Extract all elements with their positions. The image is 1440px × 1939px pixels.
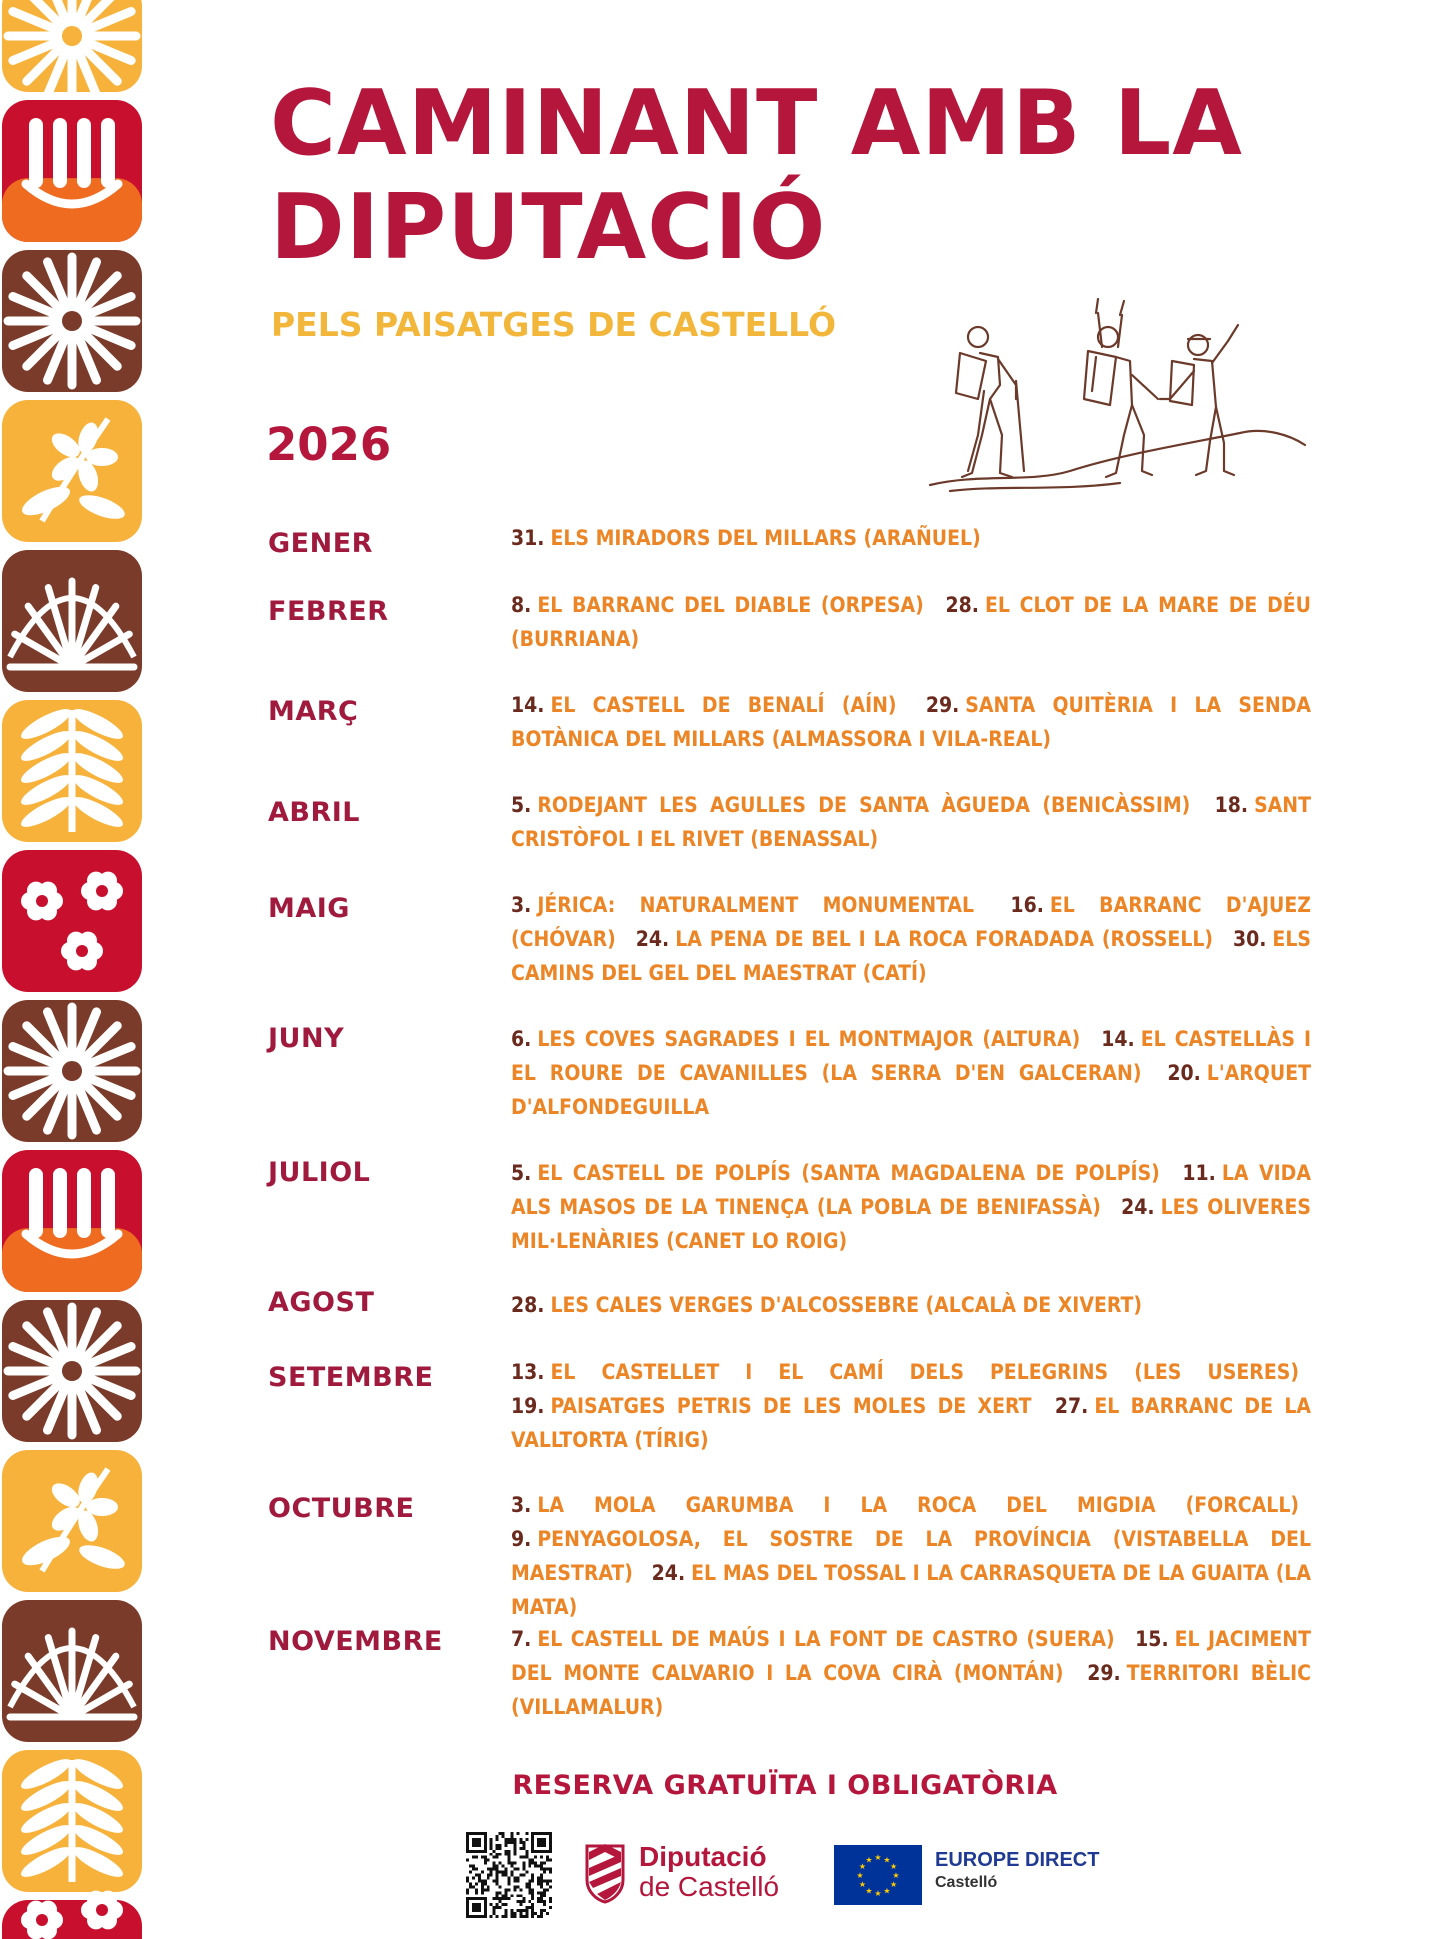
event-day: 16. xyxy=(1010,893,1044,917)
month-events xyxy=(511,1022,1311,1124)
event-day: 13. xyxy=(511,1360,545,1384)
month-label: AGOST xyxy=(268,1287,375,1318)
event-item xyxy=(511,1293,1154,1317)
event-item xyxy=(511,526,993,550)
month-label: ABRIL xyxy=(268,797,361,828)
svg-text:★: ★ xyxy=(865,1886,873,1896)
svg-text:★: ★ xyxy=(890,1862,898,1871)
reservation-notice: RESERVA GRATUÏTA I OBLIGATÒRIA xyxy=(512,1770,1058,1801)
month-events xyxy=(511,688,1311,756)
event-day: 20. xyxy=(1167,1061,1201,1085)
eu-flag-icon xyxy=(834,1845,922,1905)
event-day: 24. xyxy=(635,927,670,951)
month-events xyxy=(511,788,1311,856)
event-day: 8. xyxy=(511,593,532,617)
svg-text:★: ★ xyxy=(856,1871,864,1880)
event-title: L'ARQUET D'ALFONDEGUILLA xyxy=(511,1061,1311,1119)
event-item xyxy=(511,1394,1044,1418)
svg-text:★: ★ xyxy=(890,1880,898,1889)
diputacio-place: de Castelló xyxy=(639,1871,780,1902)
hikers-illustration-icon xyxy=(920,295,1310,495)
month-events xyxy=(511,1288,1311,1322)
event-day: 28. xyxy=(511,1293,545,1317)
event-title: PENYAGOLOSA, EL SOSTRE DE LA PROVÍNCIA (VISTABELLA DEL MAESTRAT) xyxy=(511,1527,1311,1585)
month-events xyxy=(511,1156,1311,1258)
event-item xyxy=(511,793,1202,817)
event-day: 3. xyxy=(511,893,532,917)
month-label: OCTUBRE xyxy=(268,1493,415,1524)
europe-direct-logo-text xyxy=(935,1848,1099,1894)
event-title: EL MAS DEL TOSSAL I LA CARRASQUETA DE LA GUAITA (LA MATA) xyxy=(511,1561,1312,1619)
month-label: SETEMBRE xyxy=(268,1362,434,1393)
event-item xyxy=(636,927,1225,951)
month-events xyxy=(511,521,1311,555)
event-day: 5. xyxy=(511,1161,532,1185)
event-item xyxy=(511,593,936,617)
month-label: MAIG xyxy=(268,893,350,924)
europe-direct-place: Castelló xyxy=(935,1874,998,1891)
event-item xyxy=(511,1627,1127,1651)
event-title: TERRITORI BÈLIC (VILLAMALUR) xyxy=(511,1661,1312,1719)
svg-text:★: ★ xyxy=(874,1853,882,1862)
month-label: MARÇ xyxy=(268,696,359,727)
europe-direct-name: EUROPE DIRECT xyxy=(935,1849,1100,1871)
event-day: 29. xyxy=(925,693,960,717)
event-title: LA VIDA ALS MASOS DE LA TINENÇA (LA POBLA DE BENIFASSÀ) xyxy=(511,1161,1311,1219)
event-item xyxy=(511,893,986,917)
event-day: 11. xyxy=(1182,1161,1216,1185)
svg-text:★: ★ xyxy=(883,1855,891,1865)
event-title: JÉRICA: NATURALMENT MONUMENTAL xyxy=(537,893,975,917)
event-item xyxy=(511,1161,1172,1185)
event-title: ELS CAMINS DEL GEL DEL MAESTRAT (CATÍ) xyxy=(511,927,1311,985)
diputacio-logo-text xyxy=(639,1842,779,1902)
event-day: 31. xyxy=(511,526,545,550)
event-title: EL CLOT DE LA MARE DE DÉU (BURRIANA) xyxy=(511,593,1312,651)
event-title: EL CASTELL DE MAÚS I LA FONT DE CASTRO (SUERA) xyxy=(537,1627,1115,1651)
month-label: JULIOL xyxy=(268,1157,371,1188)
svg-text:★: ★ xyxy=(892,1871,900,1880)
event-item xyxy=(511,693,909,717)
event-day: 18. xyxy=(1214,793,1249,817)
event-day: 6. xyxy=(511,1027,532,1051)
event-day: 29. xyxy=(1087,1661,1121,1685)
page-title: CAMINANT AMB LA DIPUTACIÓ xyxy=(270,71,1243,280)
event-title: EL CASTELLÀS I EL ROURE DE CAVANILLES (LA SERRA D'EN GALCERAN) xyxy=(511,1027,1311,1085)
month-events xyxy=(511,588,1311,656)
year-label: 2026 xyxy=(266,418,392,471)
event-title: PAISATGES PETRIS DE LES MOLES DE XERT xyxy=(550,1394,1032,1418)
page-subtitle: PELS PAISATGES DE CASTELLÓ xyxy=(271,305,837,344)
decorative-tile-strip xyxy=(0,0,148,1939)
event-title: RODEJANT LES AGULLES DE SANTA ÀGUEDA (BENICÀSSIM) xyxy=(537,793,1191,817)
svg-text:★: ★ xyxy=(883,1886,891,1896)
svg-text:★: ★ xyxy=(858,1880,866,1889)
event-title: LA MOLA GARUMBA I LA ROCA DEL MIGDIA (FORCALL) xyxy=(537,1493,1299,1517)
diputacio-name: Diputació xyxy=(639,1841,767,1872)
month-label: FEBRER xyxy=(268,596,389,627)
event-day: 24. xyxy=(1121,1195,1155,1219)
event-title: LES OLIVERES MIL·LENÀRIES (CANET LO ROIG) xyxy=(511,1195,1311,1253)
event-day: 19. xyxy=(511,1394,545,1418)
event-day: 14. xyxy=(511,693,545,717)
month-events xyxy=(511,1355,1311,1457)
qr-code-icon[interactable] xyxy=(466,1832,552,1918)
event-title: EL CASTELL DE POLPÍS (SANTA MAGDALENA DE POLPÍS) xyxy=(537,1161,1160,1185)
month-events xyxy=(511,1622,1311,1724)
event-title: EL CASTELL DE BENALÍ (AÍN) xyxy=(550,693,897,717)
event-day: 9. xyxy=(511,1527,532,1551)
event-day: 14. xyxy=(1101,1027,1135,1051)
event-day: 3. xyxy=(511,1493,532,1517)
event-item xyxy=(511,1493,1311,1517)
event-title: EL BARRANC DE LA VALLTORTA (TÍRIG) xyxy=(511,1394,1311,1452)
event-title: SANT CRISTÒFOL I EL RIVET (BENASSAL) xyxy=(511,793,1311,851)
event-title: ELS MIRADORS DEL MILLARS (ARAÑUEL) xyxy=(550,526,981,550)
event-day: 15. xyxy=(1135,1627,1169,1651)
event-title: LES CALES VERGES D'ALCOSSEBRE (ALCALÀ DE XIVERT) xyxy=(550,1293,1142,1317)
event-title: LA PENA DE BEL I LA ROCA FORADADA (ROSSELL) xyxy=(675,927,1214,951)
event-day: 28. xyxy=(945,593,979,617)
month-label: JUNY xyxy=(268,1023,345,1054)
event-title: LES COVES SAGRADES I EL MONTMAJOR (ALTURA) xyxy=(537,1027,1081,1051)
event-day: 7. xyxy=(511,1627,532,1651)
svg-text:★: ★ xyxy=(858,1862,866,1871)
diputacio-logo-icon xyxy=(585,1840,625,1904)
event-item xyxy=(511,1360,1311,1384)
month-events xyxy=(511,888,1311,990)
month-events xyxy=(511,1488,1311,1624)
month-label: NOVEMBRE xyxy=(268,1626,443,1657)
event-day: 5. xyxy=(511,793,532,817)
tile-pattern-icon xyxy=(0,0,148,1939)
svg-text:★: ★ xyxy=(865,1855,873,1865)
event-day: 27. xyxy=(1054,1394,1089,1418)
event-title: SANTA QUITÈRIA I LA SENDA BOTÀNICA DEL MILLARS (ALMASSORA I VILA-REAL) xyxy=(511,693,1311,751)
month-label: GENER xyxy=(268,528,373,559)
svg-text:★: ★ xyxy=(874,1889,882,1898)
event-item xyxy=(511,1027,1092,1051)
event-title: EL CASTELLET I EL CAMÍ DELS PELEGRINS (LES USERES) xyxy=(550,1360,1299,1384)
event-title: EL BARRANC DEL DIABLE (ORPESA) xyxy=(537,593,924,617)
event-title: EL JACIMENT DEL MONTE CALVARIO I LA COVA CIRÀ (MONTÁN) xyxy=(511,1627,1311,1685)
event-day: 30. xyxy=(1232,927,1267,951)
event-day: 24. xyxy=(651,1561,686,1585)
event-title: EL BARRANC D'AJUEZ (CHÓVAR) xyxy=(511,893,1311,951)
